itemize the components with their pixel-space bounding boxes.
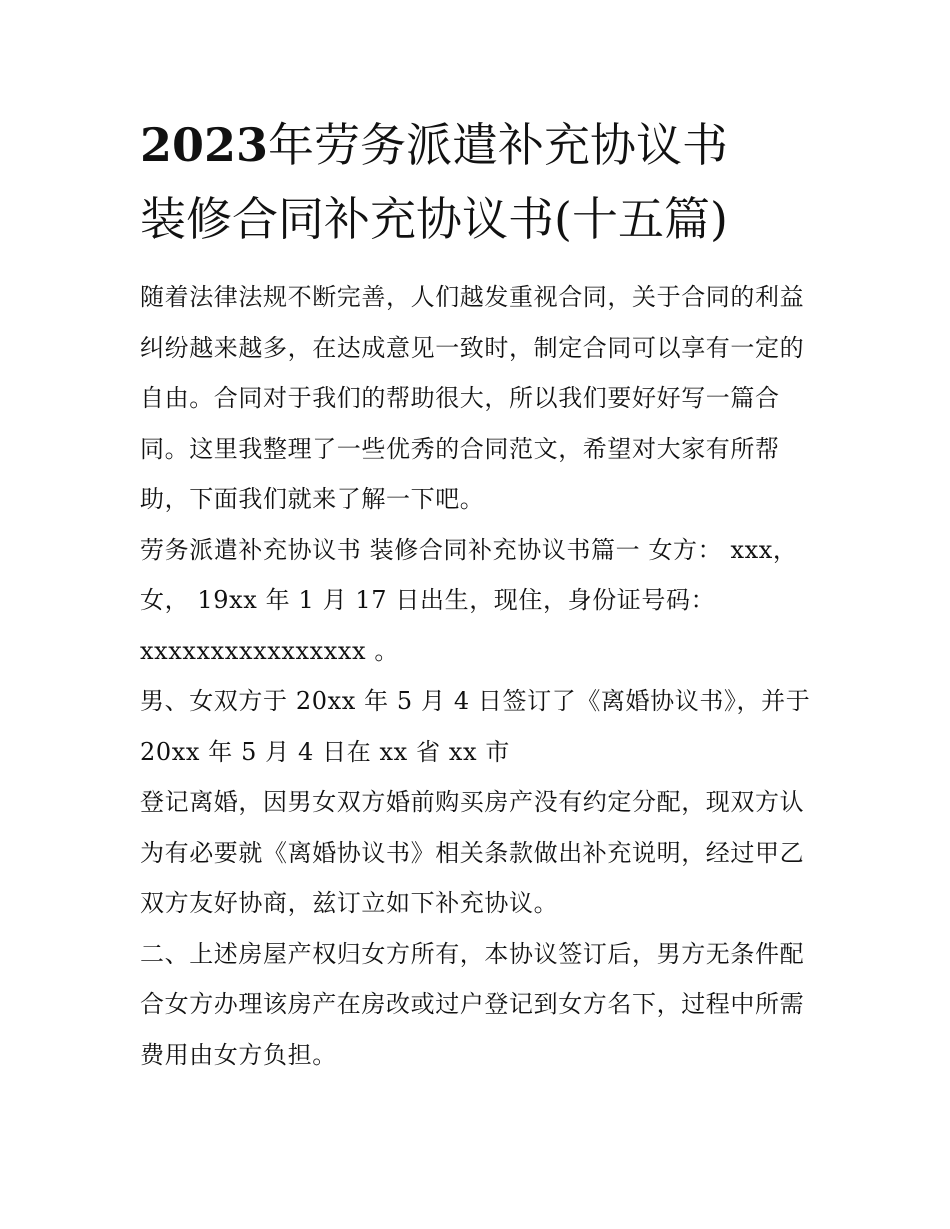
paragraph-agreement-date	[140, 676, 830, 777]
text-line: 登记离婚，因男女双方婚前购买房产没有约定分配，现双方认	[140, 788, 805, 816]
document-body	[140, 272, 830, 1080]
text-line: 二、上述房屋产权归女方所有，本协议签订后，男方无条件配	[140, 939, 805, 968]
text-line: 纠纷越来越多，在达成意见一致时，制定合同可以享有一定的	[140, 333, 805, 362]
text-line: 助，下面我们就来了解一下吧。	[140, 485, 485, 513]
text-line: 女， 19xx 年 1 月 17 日出生，现住，身份证号码：	[140, 586, 716, 614]
text-line: 随着法律法规不断完善，人们越发重视合同，关于合同的利益	[140, 283, 805, 311]
text-line: 为有必要就《离婚协议书》相关条款做出补充说明，经过甲乙	[140, 838, 805, 867]
text-line: 20xx 年 5 月 4 日在 xx 省 xx 市	[140, 737, 510, 766]
text-line: 双方友好协商，兹订立如下补充协议。	[140, 889, 559, 917]
text-line: xxxxxxxxxxxxxxxx 。	[140, 636, 399, 665]
paragraph-divorce-registration	[140, 777, 830, 929]
text-line: 男、女双方于 20xx 年 5 月 4 日签订了《离婚协议书》，并于	[140, 687, 811, 715]
paragraph-intro	[140, 272, 830, 525]
paragraph-party-info	[140, 525, 830, 677]
title-line-1-text: 年劳务派遣补充协议书	[268, 118, 729, 172]
document-title-line-2: 装修合同补充协议书(十五篇)	[140, 192, 728, 246]
text-line: 同。这里我整理了一些优秀的合同范文，希望对大家有所帮	[140, 434, 780, 463]
text-line: 合女方办理该房产在房改或过户登记到女方名下，过程中所需	[140, 990, 805, 1018]
text-line: 自由。合同对于我们的帮助很大，所以我们要好好写一篇合	[140, 384, 780, 412]
title-year: 2023	[140, 118, 269, 172]
paragraph-clause-two	[140, 929, 830, 1081]
text-line: 费用由女方负担。	[140, 1040, 337, 1069]
document-title-line-1	[140, 118, 830, 172]
text-line: 劳务派遣补充协议书 装修合同补充协议书篇一 女方： xxx，	[140, 535, 798, 564]
